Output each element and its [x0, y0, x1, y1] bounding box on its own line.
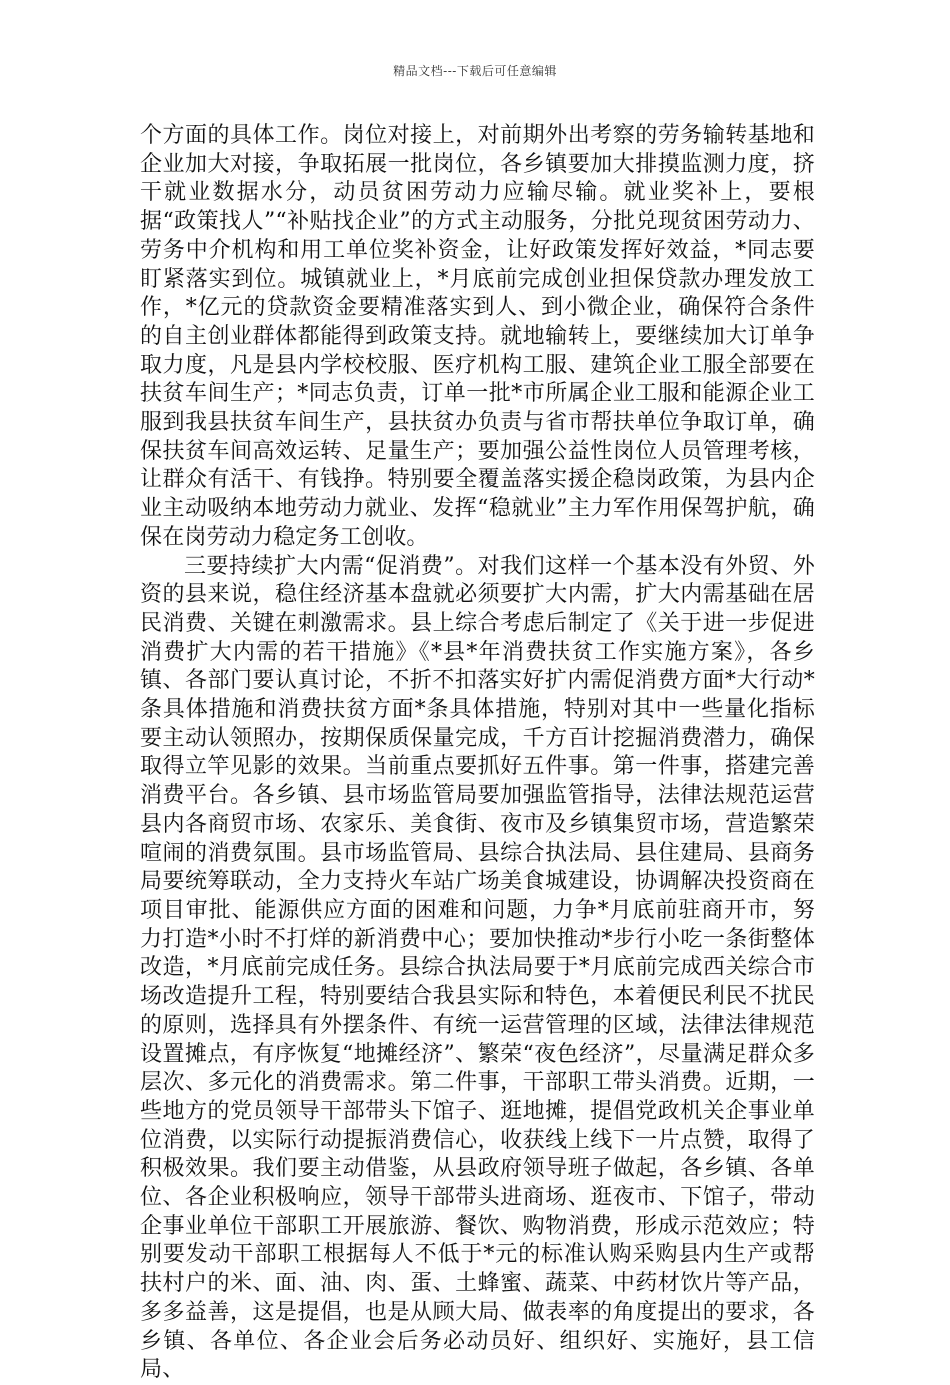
- document-body: [140, 122, 815, 1385]
- paragraph-employment: 个方面的具体工作。岗位对接上，对前期外出考察的劳务输转基地和企业加大对接，争取拓展一批岗位，各乡镇要加大排摸监测力度，挤干就业数据水分，动员贫困劳动力应输尽输。就业奖补上，要根据“政策找人”“补贴找企业”的方式主动服务，分批兑现贫困劳动力、劳务中介机构和用工单位奖补资金，让好政策发挥好效益，*同志要盯紧落实到位。城镇就业上，*月底前完成创业担保贷款办理发放工作，*亿元的贷款资金要精准落实到人、到小微企业，确保符合条件的自主创业群体都能得到政策支持。就地输转上，要继续加大订单争取力度，凡是县内学校校服、医疗机构工服、建筑企业工服全部要在扶贫车间生产；*同志负责，订单一批*市所属企业工服和能源企业工服到我县扶贫车间生产，县扶贫办负责与省市帮扶单位争取订单，确保扶贫车间高效运转、足量生产；要加强公益性岗位人员管理考核，让群众有活干、有钱挣。特别要全覆盖落实援企稳岗政策，为县内企业主动吸纳本地劳动力就业、发挥“稳就业”主力军作用保驾护航，确保在岗劳动力稳定务工创收。: [140, 123, 815, 550]
- page-header: 精品文档---下载后可任意编辑: [393, 64, 557, 78]
- paragraph-consumption: 三要持续扩大内需“促消费”。对我们这样一个基本没有外贸、外资的县来说，稳住经济基本盘就必须要扩大内需，扩大内需基础在居民消费、关键在刺激需求。县上综合考虑后制定了《关于进一步促进消费扩大内需的若干措施》《*县*年消费扶贫工作实施方案》，各乡镇、各部门要认真讨论，不折不扣落实好扩内需促消费方面*大行动*条具体措施和消费扶贫方面*条具体措施，特别对其中一些量化指标要主动认领照办，按期保质保量完成，千方百计挖掘消费潜力，确保取得立竿见影的效果。当前重点要抓好五件事。第一件事，搭建完善消费平台。各乡镇、县市场监管局要加强监管指导，法律法规范运营县内各商贸市场、农家乐、美食街、夜市及乡镇集贸市场，营造繁荣喧闹的消费氛围。县市场监管局、县综合执法局、县住建局、县商务局要统筹联动，全力支持火车站广场美食城建设，协调解决投资商在项目审批、能源供应方面的困难和问题，力争*月底前驻商开市，努力打造*小时不打烊的新消费中心；要加快推动*步行小吃一条街整体改造，*月底前完成任务。县综合执法局要于*月底前完成西关综合市场改造提升工程，特别要结合我县实际和特色，本着便民利民不扰民的原则，选择具有外摆条件、有统一运营管理的区域，法律法律规范设置摊点，有序恢复“地摊经济”、繁荣“夜色经济”，尽量满足群众多层次、多元化的消费需求。第二件事，干部职工带头消费。近期，一些地方的党员领导干部带头下馆子、逛地摊，提倡党政机关企事业单位消费，以实际行动提振消费信心，收获线上线下一片点赞，取得了积极效果。我们要主动借鉴，从县政府领导班子做起，各乡镇、各单位、各企业积极响应，领导干部带头进商场、逛夜市、下馆子，带动企事业单位干部职工开展旅游、餐饮、购物消费，形成示范效应；特别要发动干部职工根据每人不低于*元的标准认购采购县内生产或帮扶村户的米、面、油、肉、蛋、土蜂蜜、蔬菜、中药材饮片等产品，多多益善，这是提倡，也是从顾大局、做表率的角度提出的要求，各乡镇、各单位、各企业会后务必动员好、组织好、实施好，县工信局、: [140, 553, 815, 1383]
